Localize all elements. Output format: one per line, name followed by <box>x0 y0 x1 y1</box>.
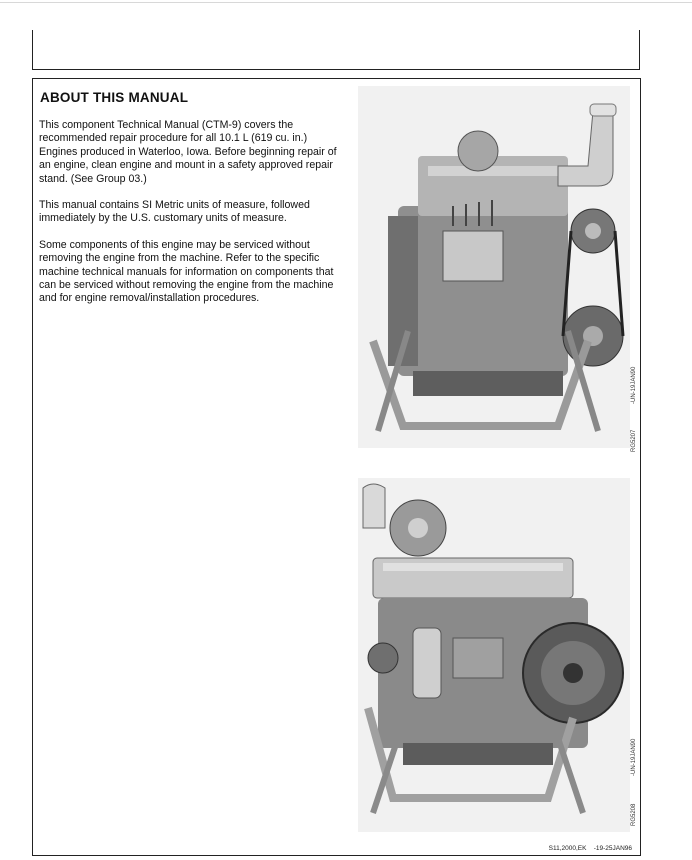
page-top-rule <box>0 2 692 3</box>
section-title: ABOUT THIS MANUAL <box>40 90 189 105</box>
paragraph-service: Some components of this engine may be serviced without removing the engine from the machine. Refer to the specific machine technical manuals for information on components that can be serviced without removing the engine from the machine and for engine removal/installation procedures. <box>39 238 334 305</box>
paragraph-units: This manual contains SI Metric units of measure, followed immediately by the U.S. customary units of measure. <box>39 199 310 225</box>
body-text <box>39 119 344 319</box>
engine-photo-rear <box>358 478 630 832</box>
figure-2-id-code: RG5208 <box>631 803 637 826</box>
figure-1-id-code: RG5207 <box>631 429 637 452</box>
paragraph-scope: This component Technical Manual (CTM-9) covers the recommended repair procedure for all 10.1 L (619 cu. in.) Engines produced in Waterloo, Iowa. Before beginning repair of an engine, clean engine and mount in a safety approved repair stand. (See Group 03.) <box>39 119 337 185</box>
footer-code: S11,2000,EK -19-25JAN96 <box>548 845 632 852</box>
header-frame <box>32 30 640 70</box>
figure-2-id-date: -UN-19JAN90 <box>631 738 637 776</box>
figure-1-id-date: -UN-19JAN90 <box>631 366 637 404</box>
engine-photo-front <box>358 86 630 448</box>
